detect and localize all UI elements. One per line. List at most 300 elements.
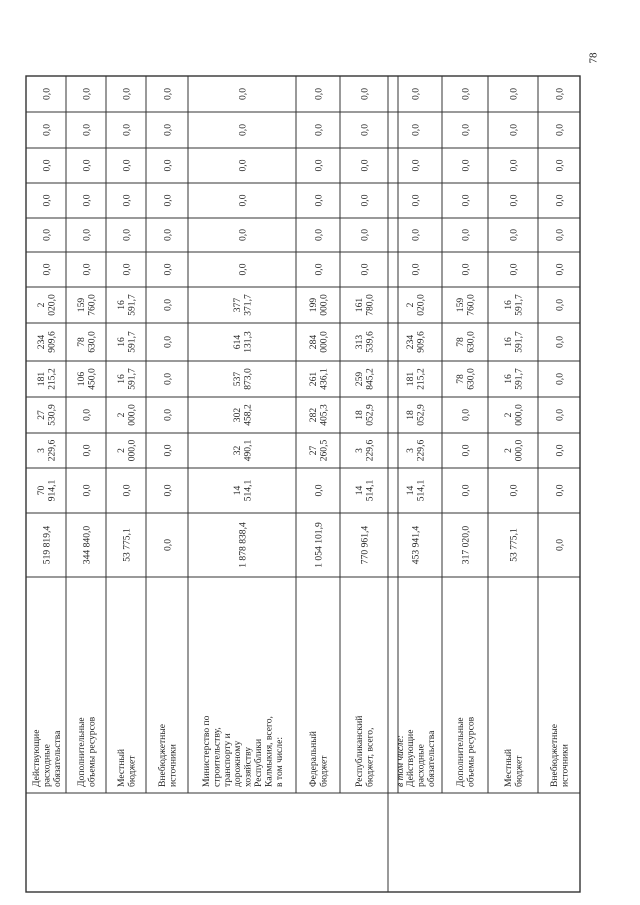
row-total <box>554 539 565 551</box>
row-label <box>157 724 178 787</box>
value-cell-line: 161 <box>354 297 366 313</box>
value-cell <box>81 159 92 171</box>
row-label-line: расходные <box>415 744 427 787</box>
value-cell-line: 0,0 <box>554 336 566 348</box>
value-cell-line: 0,0 <box>121 124 133 136</box>
value-cell-line: 302 <box>232 407 244 423</box>
value-cell-line: 0,0 <box>41 159 53 172</box>
row-total <box>460 526 471 565</box>
value-cell-line: 0,0 <box>81 88 93 100</box>
value-cell-line: 0,0 <box>508 229 520 241</box>
value-cell <box>508 159 519 171</box>
value-cell <box>116 331 137 353</box>
value-cell-line: 0,0 <box>554 299 566 311</box>
value-cell <box>554 159 565 171</box>
value-cell <box>405 331 426 353</box>
value-cell-line: 0,0 <box>313 229 325 241</box>
value-cell <box>354 440 375 462</box>
value-cell <box>410 263 421 275</box>
value-cell-line: 14 <box>354 485 366 496</box>
value-cell-line: 591,7 <box>513 294 525 316</box>
value-cell-line: 450,0 <box>86 368 98 390</box>
value-cell-line: 0,0 <box>313 194 325 207</box>
value-cell-line: 0,0 <box>359 194 371 207</box>
value-cell-line: 18 <box>354 410 366 420</box>
value-cell <box>121 484 132 496</box>
value-cell <box>460 229 471 241</box>
value-cell-line: 0,0 <box>554 409 566 421</box>
value-cell-line: 591,7 <box>513 368 525 390</box>
value-cell <box>162 263 173 275</box>
row-total <box>410 526 421 565</box>
value-cell-line: 0,0 <box>460 88 472 100</box>
row-total <box>41 526 52 565</box>
value-cell <box>503 294 524 316</box>
value-cell-line: 436,1 <box>318 368 330 390</box>
value-cell-line: 0,0 <box>162 409 174 421</box>
value-cell-line: 0,0 <box>41 88 53 100</box>
value-cell-line: 0,0 <box>508 194 520 207</box>
value-cell <box>116 440 137 462</box>
value-cell-line: 0,0 <box>81 484 93 497</box>
value-cell-line: 0,0 <box>121 159 133 172</box>
value-cell-line: 16 <box>116 337 128 347</box>
value-cell <box>162 159 173 171</box>
row-label-line: бюджет <box>318 755 330 787</box>
value-cell-line: 0,0 <box>81 159 93 172</box>
value-cell <box>460 159 471 171</box>
row-label <box>76 716 97 787</box>
row-label-line: бюджет <box>126 755 138 787</box>
value-cell <box>405 368 426 390</box>
value-cell <box>41 124 52 136</box>
value-cell-line: 0,0 <box>359 159 371 172</box>
value-cell <box>503 331 524 353</box>
value-cell <box>121 263 132 275</box>
value-cell-line: 27 <box>308 445 320 456</box>
value-cell <box>460 484 471 496</box>
value-cell <box>313 124 324 136</box>
value-cell-line: 0,0 <box>81 124 93 136</box>
value-cell-line: 70 <box>36 485 48 496</box>
value-cell-line: 0,0 <box>121 88 133 100</box>
value-cell <box>36 404 57 426</box>
value-cell <box>162 409 173 421</box>
value-cell-line: 0,0 <box>359 124 371 136</box>
row-total-line: 453 941,4 <box>410 525 422 565</box>
value-cell-line: 0,0 <box>359 88 371 100</box>
value-cell <box>359 88 370 100</box>
value-cell-line: 0,0 <box>460 263 472 276</box>
value-cell <box>410 88 421 100</box>
value-cell <box>460 263 471 275</box>
value-cell-line: 282 <box>308 407 320 423</box>
value-cell-line: 181 <box>405 371 417 387</box>
value-cell-line: 0,0 <box>313 263 325 276</box>
value-cell <box>554 299 565 311</box>
row-label <box>201 715 285 787</box>
value-cell-line: 0,0 <box>508 263 520 276</box>
value-cell-line: 0,0 <box>162 263 174 276</box>
value-cell-line: 630,0 <box>465 331 477 353</box>
value-cell <box>460 88 471 100</box>
value-cell <box>162 229 173 241</box>
value-cell <box>162 194 173 206</box>
value-cell <box>81 229 92 241</box>
value-cell <box>232 331 253 353</box>
value-cell-line: 2 <box>503 448 515 453</box>
value-cell <box>41 88 52 100</box>
value-cell <box>116 368 137 390</box>
value-cell-line: 16 <box>503 374 515 384</box>
value-cell-line: 0,0 <box>313 88 325 100</box>
value-cell-line: 0,0 <box>460 194 472 207</box>
value-cell-line: 845,2 <box>364 368 376 390</box>
value-cell <box>460 409 471 421</box>
value-cell <box>508 263 519 275</box>
value-cell-line: 3 <box>354 448 366 453</box>
value-cell <box>554 409 565 421</box>
value-cell-line: 0,0 <box>121 263 133 276</box>
row-label-line: в том числе: <box>273 736 285 787</box>
value-cell-line: 3 <box>36 448 48 453</box>
value-cell-line: 514,1 <box>415 479 427 502</box>
row-total-line: 0,0 <box>162 539 174 551</box>
value-cell-line: 0,0 <box>410 229 422 241</box>
value-cell-line: 0,0 <box>410 194 422 207</box>
value-cell <box>76 331 97 353</box>
value-cell <box>237 263 248 275</box>
value-cell-line: 591,7 <box>126 331 138 353</box>
value-cell-line: 0,0 <box>508 88 520 100</box>
value-cell <box>313 484 324 496</box>
row-total <box>121 528 132 562</box>
row-total-line: 1 878 838,4 <box>237 522 249 568</box>
value-cell <box>410 229 421 241</box>
value-cell-line: 0,0 <box>237 159 249 172</box>
value-cell-line: 0,0 <box>410 124 422 136</box>
row-label-line: Внебюджетные <box>157 723 169 787</box>
value-cell <box>41 194 52 206</box>
value-cell-line: 215,2 <box>415 368 427 390</box>
value-cell-line: 0,0 <box>460 444 472 457</box>
value-cell-line: 0,0 <box>162 336 174 348</box>
value-cell-line: 284 <box>308 334 320 350</box>
value-cell <box>41 263 52 275</box>
value-cell-line: 0,0 <box>554 88 566 100</box>
value-cell <box>554 444 565 456</box>
value-cell <box>359 229 370 241</box>
value-cell <box>81 444 92 456</box>
value-cell-line: 261 <box>308 371 320 387</box>
value-cell-line: 27 <box>36 410 48 420</box>
value-cell-line: 229,6 <box>415 439 427 462</box>
row-total-line: 0,0 <box>554 539 566 551</box>
row-label-line: бюджет, всего, <box>364 727 376 787</box>
value-cell <box>503 368 524 390</box>
value-cell-line: 0,0 <box>554 229 566 241</box>
value-cell <box>232 294 253 316</box>
value-cell <box>76 294 97 316</box>
value-cell <box>162 124 173 136</box>
value-cell <box>81 88 92 100</box>
value-cell <box>162 88 173 100</box>
value-cell <box>237 88 248 100</box>
value-cell-line: 914,1 <box>46 479 58 502</box>
value-cell-line: 0,0 <box>41 124 53 136</box>
value-cell-line: 0,0 <box>237 88 249 100</box>
value-cell-line: 377 <box>232 297 244 313</box>
value-cell <box>554 88 565 100</box>
value-cell-line: 0,0 <box>508 484 520 497</box>
value-cell-line: 0,0 <box>460 229 472 241</box>
row-label <box>549 724 570 787</box>
value-cell <box>410 194 421 206</box>
value-cell <box>237 229 248 241</box>
value-cell-line: 0,0 <box>460 409 472 421</box>
table-frame <box>26 76 580 892</box>
value-cell-line: 106 <box>76 371 88 387</box>
row-total <box>508 528 519 562</box>
value-cell-line: 0,0 <box>460 159 472 172</box>
row-label-line: дорожному <box>232 740 244 787</box>
value-cell <box>313 194 324 206</box>
value-cell-line: 530,9 <box>46 404 58 426</box>
value-cell <box>121 124 132 136</box>
value-cell-line: 0,0 <box>81 229 93 241</box>
value-cell <box>455 368 476 390</box>
value-cell-line: 2 <box>405 302 417 308</box>
value-cell <box>460 194 471 206</box>
value-cell-line: 0,0 <box>162 229 174 241</box>
value-cell <box>36 368 57 390</box>
value-cell-line: 0,0 <box>410 263 422 276</box>
value-cell-line: 052,9 <box>364 404 376 426</box>
value-cell-line: 2 <box>116 448 128 453</box>
value-cell-line: 000,0 <box>513 404 525 426</box>
value-cell-line: 591,7 <box>513 331 525 353</box>
row-total-line: 519 819,4 <box>41 525 53 565</box>
value-cell <box>36 294 57 316</box>
value-cell-line: 229,6 <box>46 439 58 462</box>
row-label <box>503 749 524 787</box>
row-total-line: 53 775,1 <box>508 528 520 562</box>
value-cell-line: 614 <box>232 334 244 350</box>
value-cell <box>81 194 92 206</box>
value-cell <box>313 263 324 275</box>
row-label-line: расходные <box>41 744 53 787</box>
value-cell-line: 2 <box>116 412 128 418</box>
value-cell <box>313 88 324 100</box>
value-cell-line: 0,0 <box>554 373 566 385</box>
value-cell <box>508 194 519 206</box>
value-cell-line: 0,0 <box>162 444 174 457</box>
value-cell-line: 159 <box>76 297 88 313</box>
value-cell-line: 215,2 <box>46 368 58 390</box>
row-label-line: Дополнительные <box>76 717 88 787</box>
value-cell-line: 0,0 <box>313 124 325 136</box>
value-cell-line: 630,0 <box>465 368 477 390</box>
value-cell-line: 000,0 <box>318 294 330 316</box>
value-cell-line: 0,0 <box>237 229 249 241</box>
value-cell <box>162 299 173 311</box>
value-cell <box>36 440 57 462</box>
value-cell-line: 181 <box>36 371 48 387</box>
value-cell-line: 32 <box>232 445 244 456</box>
value-cell-line: 000,0 <box>513 439 525 462</box>
value-cell-line: 0,0 <box>81 194 93 207</box>
value-cell <box>162 336 173 348</box>
row-label-line: Федеральный <box>308 731 320 787</box>
row-label-line: объемы ресурсов <box>86 716 98 787</box>
value-cell <box>162 373 173 385</box>
value-cell-line: 0,0 <box>460 124 472 136</box>
value-cell-line: 0,0 <box>81 409 93 421</box>
row-total <box>359 526 370 565</box>
value-cell-line: 760,0 <box>86 294 98 316</box>
row-total-line: 1 054 101,9 <box>313 522 325 568</box>
row-label-line: объемы ресурсов <box>465 716 477 787</box>
value-cell-line: 199 <box>308 297 320 313</box>
value-cell-line: 591,7 <box>126 368 138 390</box>
value-cell <box>308 368 329 390</box>
value-cell <box>121 159 132 171</box>
value-cell-line: 0,0 <box>313 159 325 172</box>
value-cell <box>76 368 97 390</box>
value-cell-line: 0,0 <box>162 373 174 385</box>
row-total <box>313 522 324 568</box>
value-cell <box>508 124 519 136</box>
row-label-line: Республики <box>253 738 264 787</box>
value-cell-line: 490,1 <box>242 439 254 462</box>
value-cell <box>410 124 421 136</box>
value-cell-line: 16 <box>116 374 128 384</box>
value-cell-line: 0,0 <box>554 159 566 172</box>
row-label-line: Калмыкия, всего, <box>263 716 275 787</box>
value-cell-line: 0,0 <box>410 159 422 172</box>
value-cell-line: 260,5 <box>318 439 330 462</box>
value-cell-line: 16 <box>503 337 515 347</box>
row-label-line: строительству, <box>211 727 223 787</box>
value-cell <box>508 229 519 241</box>
row-label-line: Действующие <box>405 729 417 787</box>
value-cell-line: 458,2 <box>242 404 254 426</box>
value-cell-line: 020,0 <box>415 294 427 316</box>
value-cell <box>313 229 324 241</box>
value-cell-line: 0,0 <box>554 263 566 276</box>
value-cell-line: 760,0 <box>465 294 477 316</box>
value-cell <box>237 124 248 136</box>
value-cell-line: 229,6 <box>364 439 376 462</box>
value-cell-line: 159 <box>455 297 467 313</box>
value-cell-line: 0,0 <box>121 194 133 207</box>
value-cell <box>354 294 375 316</box>
row-label <box>395 730 437 787</box>
row-label <box>455 716 476 787</box>
row-total-line: 770 961,4 <box>359 525 371 565</box>
row-label-line: источники <box>559 744 571 787</box>
value-cell-line: 0,0 <box>162 299 174 311</box>
value-cell <box>81 263 92 275</box>
row-label-line: Местный <box>116 748 128 787</box>
value-cell-line: 16 <box>503 300 515 310</box>
value-cell-line: 371,7 <box>242 294 254 316</box>
value-cell <box>508 88 519 100</box>
value-cell-line: 000,0 <box>318 331 330 353</box>
value-cell <box>116 404 137 426</box>
value-cell-line: 0,0 <box>237 194 249 207</box>
value-cell-line: 0,0 <box>554 484 566 497</box>
row-label-line: транспорту и <box>221 733 233 787</box>
row-label-line: обязательства <box>51 730 63 787</box>
value-cell-line: 18 <box>405 410 417 420</box>
value-cell <box>81 409 92 421</box>
value-cell-line: 0,0 <box>162 159 174 172</box>
row-label-line: в том числе: <box>394 735 406 787</box>
row-label <box>308 731 329 787</box>
value-cell <box>359 194 370 206</box>
value-cell <box>36 480 57 502</box>
value-cell <box>354 480 375 502</box>
row-label-line: Министерство по <box>201 715 212 787</box>
value-cell-line: 0,0 <box>359 229 371 241</box>
value-cell <box>313 159 324 171</box>
value-cell-line: 3 <box>405 448 417 453</box>
value-cell <box>121 88 132 100</box>
value-cell-line: 0,0 <box>554 194 566 207</box>
value-cell-line: 16 <box>116 300 128 310</box>
value-cell <box>237 159 248 171</box>
value-cell-line: 873,0 <box>242 368 254 390</box>
value-cell <box>308 404 329 426</box>
value-cell <box>508 484 519 496</box>
value-cell-line: 780,0 <box>364 294 376 316</box>
value-cell-line: 2 <box>503 412 515 418</box>
value-cell <box>81 484 92 496</box>
value-cell-line: 0,0 <box>162 194 174 207</box>
value-cell <box>237 194 248 206</box>
value-cell <box>116 294 137 316</box>
value-cell <box>405 480 426 502</box>
value-cell <box>405 404 426 426</box>
value-cell-line: 514,1 <box>364 479 376 502</box>
value-cell <box>554 336 565 348</box>
value-cell <box>503 440 524 462</box>
value-cell-line: 000,0 <box>126 404 138 426</box>
value-cell <box>41 159 52 171</box>
value-cell-line: 0,0 <box>162 484 174 497</box>
value-cell-line: 0,0 <box>162 88 174 100</box>
value-cell <box>354 331 375 353</box>
value-cell <box>410 159 421 171</box>
value-cell <box>503 404 524 426</box>
value-cell-line: 0,0 <box>41 229 53 241</box>
value-cell-line: 2 <box>36 302 48 308</box>
row-label-line: Действующие <box>31 729 42 787</box>
row-label-line: Дополнительные <box>455 717 467 787</box>
value-cell-line: 78 <box>455 337 467 347</box>
row-label <box>31 730 63 787</box>
row-label-line: Местный <box>503 748 515 787</box>
row-total-line: 53 775,1 <box>121 528 133 562</box>
row-label-line: бюджет <box>513 755 525 787</box>
value-cell-line: 0,0 <box>81 444 93 457</box>
value-cell <box>554 263 565 275</box>
value-cell <box>554 229 565 241</box>
value-cell-line: 0,0 <box>508 124 520 136</box>
value-cell <box>81 124 92 136</box>
value-cell <box>121 229 132 241</box>
